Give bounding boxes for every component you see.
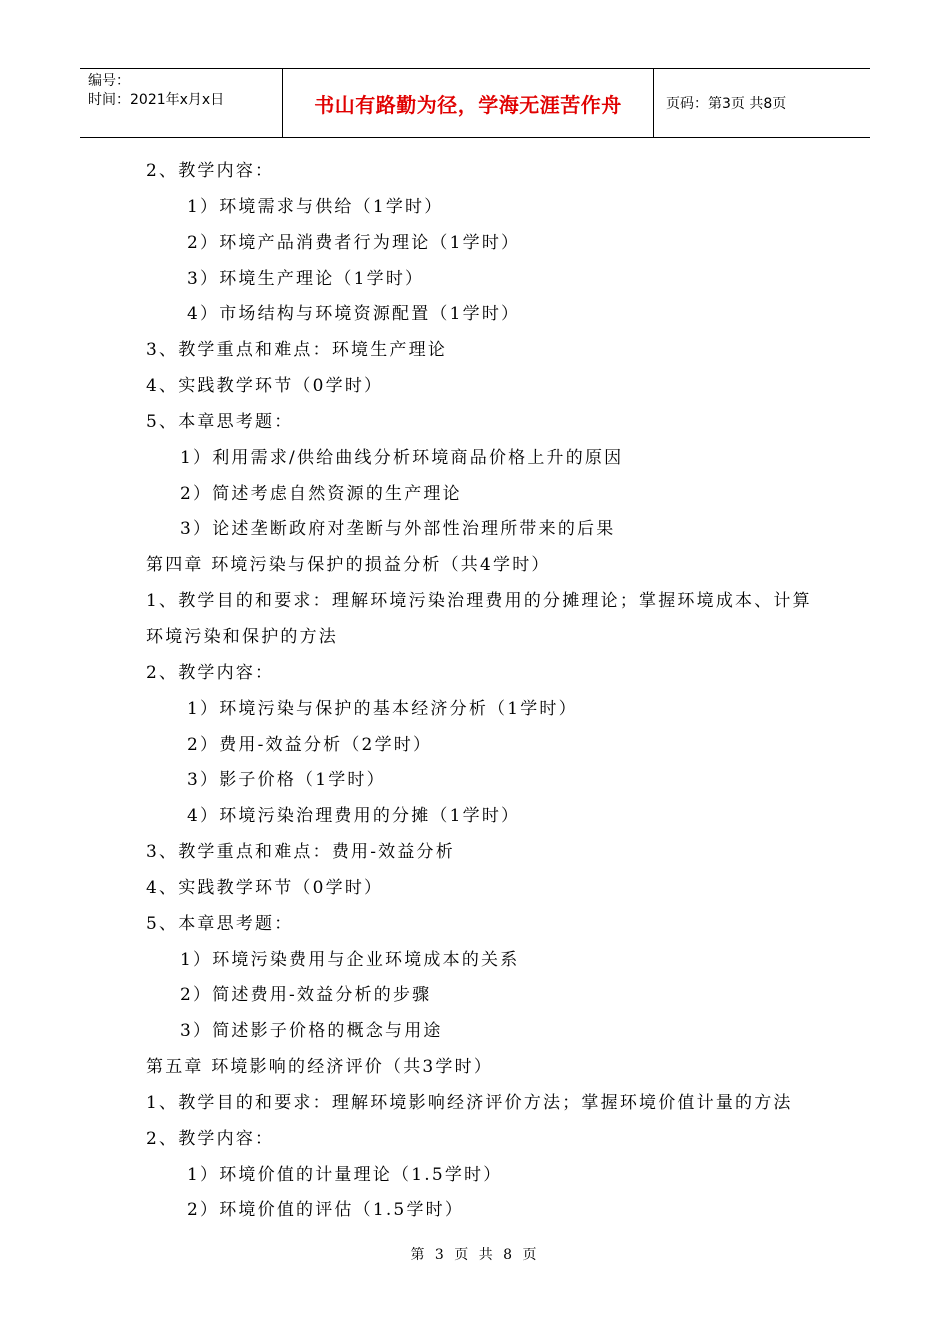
document-date-label: 时间：2021年x月x日 <box>88 92 225 108</box>
header-info-cell <box>80 69 282 137</box>
page-footer: 第 3 页 共 8 页 <box>410 1247 540 1263</box>
list-item: 2）简述考虑自然资源的生产理论 <box>180 483 462 504</box>
list-item: 1）环境污染费用与企业环境成本的关系 <box>180 949 520 970</box>
chapter-title: 第五章 环境影响的经济评价（共3学时） <box>146 1057 494 1078</box>
list-item: 1）环境价值的计量理论（1.5学时） <box>187 1164 503 1185</box>
header-motto-cell <box>282 69 654 137</box>
document-number-label: 编号： <box>88 73 130 89</box>
section-heading: 1、教学目的和要求：理解环境污染治理费用的分摊理论；掌握环境成本、计算 <box>146 591 812 612</box>
section-heading: 4、实践教学环节（0学时） <box>146 376 384 397</box>
list-item: 2）环境价值的评估（1.5学时） <box>187 1200 465 1221</box>
list-item: 3）论述垄断政府对垄断与外部性治理所带来的后果 <box>180 519 616 540</box>
list-item: 2）简述费用-效益分析的步骤 <box>180 985 432 1006</box>
document-body <box>0 154 950 1229</box>
header-page-code: 页码：第3页 共8页 <box>666 96 787 112</box>
section-heading: 3、教学重点和难点：环境生产理论 <box>146 340 448 361</box>
page-header <box>80 68 870 138</box>
section-heading: 2、教学内容： <box>146 1128 275 1149</box>
list-item: 4）环境污染治理费用的分摊（1学时） <box>187 806 521 827</box>
paragraph-continuation: 环境污染和保护的方法 <box>146 626 338 647</box>
list-item: 1）利用需求/供给曲线分析环境商品价格上升的原因 <box>180 447 624 468</box>
section-heading: 4、实践教学环节（0学时） <box>146 877 384 898</box>
header-page-cell <box>654 69 870 137</box>
list-item: 3）影子价格（1学时） <box>187 770 386 791</box>
section-heading: 5、本章思考题： <box>146 411 294 432</box>
section-heading: 2、教学内容： <box>146 662 275 683</box>
section-heading: 1、教学目的和要求：理解环境影响经济评价方法；掌握环境价值计量的方法 <box>146 1092 793 1113</box>
section-heading: 5、本章思考题： <box>146 913 294 934</box>
section-heading: 2、教学内容： <box>146 161 275 181</box>
list-item: 3）简述影子价格的概念与用途 <box>180 1021 443 1042</box>
list-item: 2）环境产品消费者行为理论（1学时） <box>187 232 521 253</box>
section-heading: 3、教学重点和难点：费用-效益分析 <box>146 842 455 863</box>
header-motto: 书山有路勤为径，学海无涯苦作舟 <box>314 92 622 117</box>
list-item: 2）费用-效益分析（2学时） <box>187 734 433 755</box>
list-item: 1）环境需求与供给（1学时） <box>187 196 444 217</box>
chapter-title: 第四章 环境污染与保护的损益分析（共4学时） <box>146 555 551 576</box>
list-item: 4）市场结构与环境资源配置（1学时） <box>187 304 521 325</box>
list-item: 1）环境污染与保护的基本经济分析（1学时） <box>187 698 578 719</box>
list-item: 3）环境生产理论（1学时） <box>187 268 425 289</box>
